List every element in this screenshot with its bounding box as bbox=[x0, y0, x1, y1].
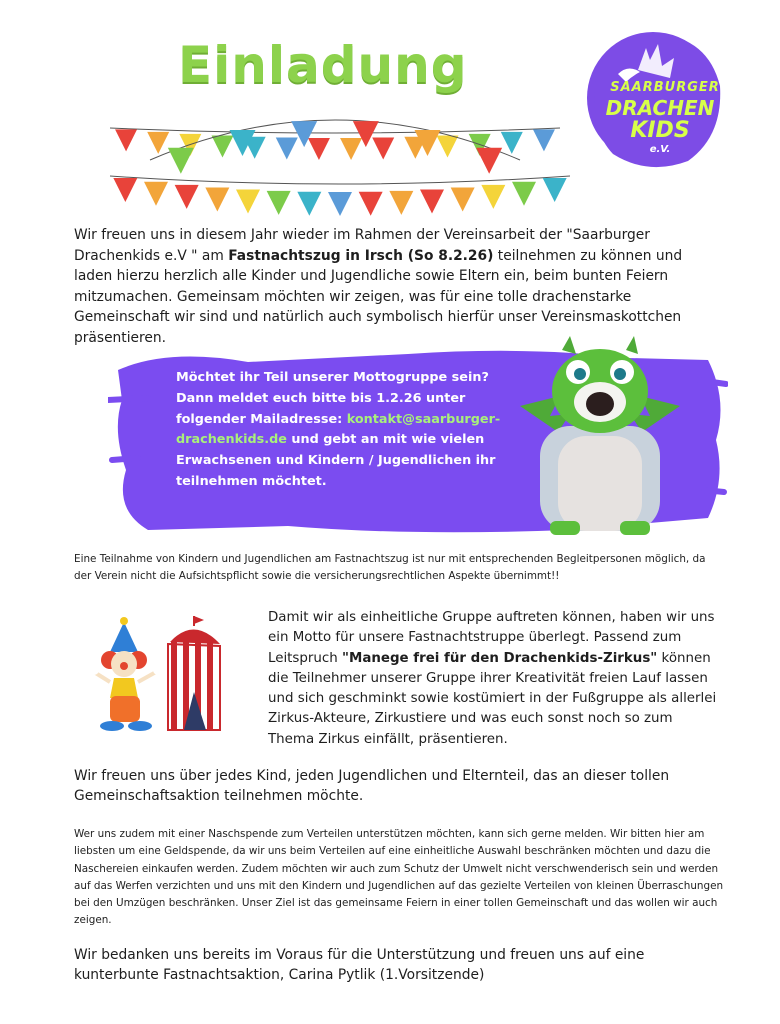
bunting-flag bbox=[372, 138, 394, 160]
motto-slogan: "Manege frei für den Drachenkids-Zirkus" bbox=[342, 650, 658, 666]
bunting-flag bbox=[501, 132, 523, 154]
intro-text-1: Wir freuen uns in diesem Jahr wieder im Rahmen der Vereinsarbeit der "Saarburger Drachenkids e.V " am bbox=[74, 227, 650, 264]
bunting-flag bbox=[144, 182, 168, 206]
contact-email-link[interactable]: kontakt@saarburger-drachenkids.de bbox=[176, 411, 501, 448]
registration-info bbox=[176, 368, 526, 493]
bunting-flag bbox=[451, 187, 475, 211]
bunting-flag bbox=[476, 148, 502, 174]
logo-text-middle: DRACHEN bbox=[605, 96, 715, 120]
bunting-flag bbox=[115, 129, 137, 151]
bunting-flag bbox=[113, 178, 137, 202]
bunting-flag bbox=[212, 136, 234, 158]
bunting-flag bbox=[175, 185, 199, 209]
donation-paragraph: Wer uns zudem mit einer Naschspende zum Verteilen unterstützen möchten, kann sich gerne melden. Wir bitten hier am liebsten um eine Geldspende, da wir uns beim Verteilen auf eine einheitliche Auswahl beschränken möchten und dazu die Naschereien einkaufen werden. Zudem möchten wir auch zum Schutz der Umwelt nicht verschwenderisch sein und werden auf das Werfen verzichten und uns mit den Kindern und Jugendlichen auf das gezielte Verteilen von kleinen Überraschungen bei den Umzügen beschränken. Unser Ziel ist das gemeinsame Feiern in einer tollen Gemeinschaft und das wollen wir auch zeigen. bbox=[74, 828, 724, 927]
bunting-flag bbox=[420, 189, 444, 213]
logo-text-bottom: KIDS bbox=[630, 118, 690, 143]
logo-text-top: SAARBURGER bbox=[610, 80, 720, 95]
bunting-flag bbox=[168, 148, 194, 174]
bunting-garland-image bbox=[100, 80, 570, 220]
intro-paragraph bbox=[74, 225, 714, 348]
bunting-flag bbox=[437, 136, 459, 158]
bunting-flag bbox=[533, 129, 555, 151]
bunting-flag bbox=[359, 192, 383, 216]
bunting-flag bbox=[147, 132, 169, 154]
bunting-flag bbox=[512, 182, 536, 206]
bunting-flag bbox=[543, 178, 567, 202]
intro-event-date: Fastnachtszug in Irsch (So 8.2.26) bbox=[228, 247, 494, 264]
clown-circus-tent-image bbox=[88, 612, 223, 737]
bunting-flag bbox=[308, 138, 330, 160]
intro-text-2: teilnehmen zu können und laden hierzu herzlich alle Kinder und Jugendliche sowie Eltern ein, beim bunten Feiern mitzumachen. Gemeinsam möchten wir zeigen, was für eine tolle drachenstarke Gemeinschaft wir sind und natürlich auch symbolisch hierfür unser Vereinsmaskottchen präsentieren. bbox=[74, 247, 683, 346]
bunting-flag bbox=[328, 192, 352, 216]
bunting-flag bbox=[205, 187, 229, 211]
welcome-paragraph: Wir freuen uns über jedes Kind, jeden Jugendlichen und Elternteil, das an dieser tollen Gemeinschaftsaktion teilnehmen möchte. bbox=[74, 768, 670, 804]
dragon-mascot-image bbox=[510, 336, 690, 536]
logo-text-suffix: e.V. bbox=[649, 144, 671, 155]
bunting-flag bbox=[267, 191, 291, 215]
bunting-flag bbox=[340, 138, 362, 160]
registration-text-2: und gebt an mit wie vielen Erwachsenen und Kindern / Jugendlichen ihr teilnehmen möchtet. bbox=[176, 432, 496, 489]
bunting-flag bbox=[481, 185, 505, 209]
page-title: Einladung bbox=[178, 36, 468, 94]
bunting-flag bbox=[236, 189, 260, 213]
bunting-flag bbox=[297, 192, 321, 216]
closing-paragraph: Wir bedanken uns bereits im Voraus für die Unterstützung und freuen uns auf eine kunterbunte Fastnachtsaktion, Carina Pytlik (1.Vorsitzende) bbox=[74, 947, 645, 983]
registration-text-1: Möchtet ihr Teil unserer Mottogruppe sein? Dann meldet euch bitte bis 1.2.26 unter folgender Mailadresse: bbox=[176, 370, 489, 427]
motto-text-1: Damit wir als einheitliche Gruppe auftreten können, haben wir uns ein Motto für unsere Fastnachtstruppe überlegt. Passend zum Leitspruch bbox=[268, 610, 715, 666]
supervision-notice: Eine Teilnahme von Kindern und Jugendlichen am Fastnachtszug ist nur mit entsprechenden Begleitpersonen möglich, da der Verein nicht die Aufsichtspflicht sowie die versicherungsrechtlichen Aspekte übernimmt!! bbox=[74, 553, 706, 582]
motto-text-2: können die Teilnehmer unserer Gruppe ihrer Kreativität freien Lauf lassen und sich geschminkt sowie kostümiert in der Fußgruppe als allerlei Zirkus-Akteure, Zirkustiere und was euch sonst noch so zum Thema Zirkus einfällt, präsentieren. bbox=[268, 650, 717, 747]
bunting-flag bbox=[276, 138, 298, 160]
bunting-flag bbox=[389, 191, 413, 215]
motto-paragraph bbox=[268, 608, 718, 750]
